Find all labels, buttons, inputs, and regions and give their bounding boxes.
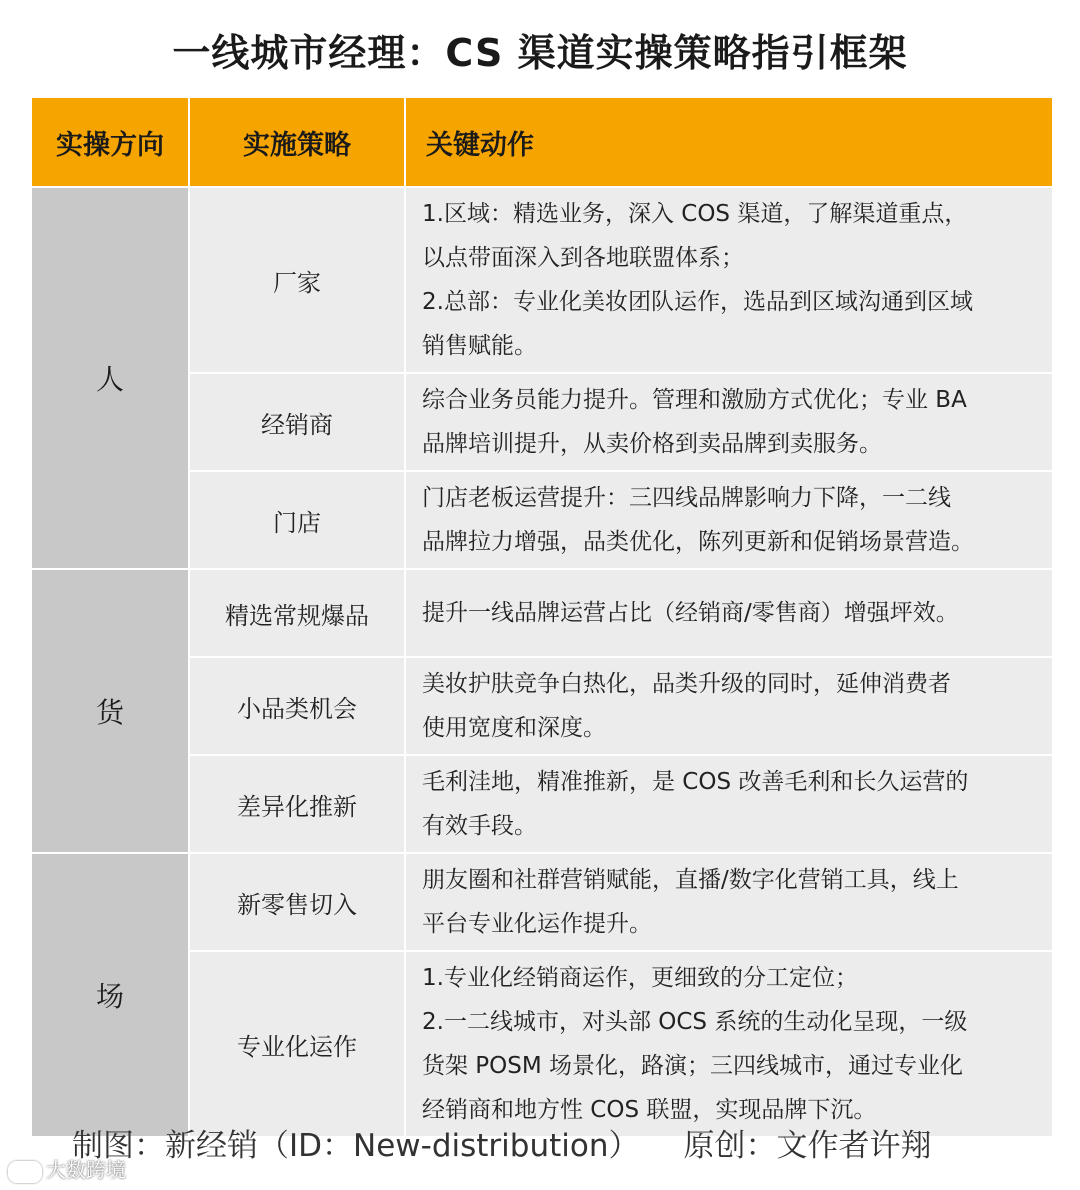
watermark-text: 大数跨境 [46, 1158, 126, 1182]
action-cell [405, 755, 1053, 853]
table-row [31, 187, 1053, 373]
direction-cell: 货 [31, 569, 189, 853]
action-line: 2.一二线城市，对头部 OCS 系统的生动化呈现，一级 [422, 1009, 968, 1035]
footer-source: 制图：新经销（ID：New-distribution） [72, 1128, 640, 1164]
action-cell [405, 853, 1053, 951]
header-direction: 实操方向 [31, 97, 189, 187]
action-line: 2.总部：专业化美妆团队运作，选品到区域沟通到区域 [422, 289, 973, 315]
action-line: 朋友圈和社群营销赋能，直播/数字化营销工具，线上 [422, 867, 959, 893]
action-cell [405, 187, 1053, 373]
action-line: 提升一线品牌运营占比（经销商/零售商）增强坪效。 [422, 600, 959, 626]
strategy-cell: 厂家 [189, 187, 405, 373]
strategy-cell: 门店 [189, 471, 405, 569]
action-line: 经销商和地方性 COS 联盟，实现品牌下沉。 [422, 1097, 877, 1123]
action-line: 有效手段。 [422, 813, 537, 839]
action-line: 1.专业化经销商运作，更细致的分工定位； [422, 965, 858, 991]
strategy-cell: 新零售切入 [189, 853, 405, 951]
action-cell [405, 951, 1053, 1137]
action-cell [405, 373, 1053, 471]
action-cell [405, 569, 1053, 657]
action-line: 门店老板运营提升：三四线品牌影响力下降，一二线 [422, 485, 951, 511]
action-line: 品牌拉力增强，品类优化，陈列更新和促销场景营造。 [422, 529, 974, 555]
action-line: 毛利洼地，精准推新，是 COS 改善毛利和长久运营的 [422, 769, 969, 795]
action-cell [405, 471, 1053, 569]
action-cell [405, 657, 1053, 755]
watermark [8, 1154, 126, 1183]
strategy-cell: 精选常规爆品 [189, 569, 405, 657]
strategy-cell: 专业化运作 [189, 951, 405, 1137]
watermark-logo-icon [8, 1161, 42, 1183]
table-row [31, 569, 1053, 657]
action-line: 平台专业化运作提升。 [422, 911, 652, 937]
action-line: 使用宽度和深度。 [422, 715, 606, 741]
action-line: 综合业务员能力提升。管理和激励方式优化；专业 BA [422, 387, 967, 413]
strategy-table [30, 96, 1054, 1138]
table-header-row [31, 97, 1053, 187]
action-line: 销售赋能。 [422, 333, 537, 359]
footer-author: 原创：文作者许翔 [683, 1128, 932, 1164]
table-row [31, 853, 1053, 951]
action-line: 品牌培训提升，从卖价格到卖品牌到卖服务。 [422, 431, 882, 457]
direction-cell: 场 [31, 853, 189, 1137]
strategy-cell: 小品类机会 [189, 657, 405, 755]
direction-cell: 人 [31, 187, 189, 569]
page-title: 一线城市经理：CS 渠道实操策略指引框架 [172, 31, 908, 75]
action-line: 以点带面深入到各地联盟体系； [422, 245, 744, 271]
header-action: 关键动作 [405, 97, 1053, 187]
action-line: 美妆护肤竞争白热化，品类升级的同时，延伸消费者 [422, 671, 951, 697]
footer-credit [72, 1120, 931, 1165]
header-strategy: 实施策略 [189, 97, 405, 187]
strategy-cell: 经销商 [189, 373, 405, 471]
action-line: 货架 POSM 场景化，路演；三四线城市，通过专业化 [422, 1053, 964, 1079]
strategy-cell: 差异化推新 [189, 755, 405, 853]
action-line: 1.区域：精选业务，深入 COS 渠道，了解渠道重点， [422, 201, 968, 227]
